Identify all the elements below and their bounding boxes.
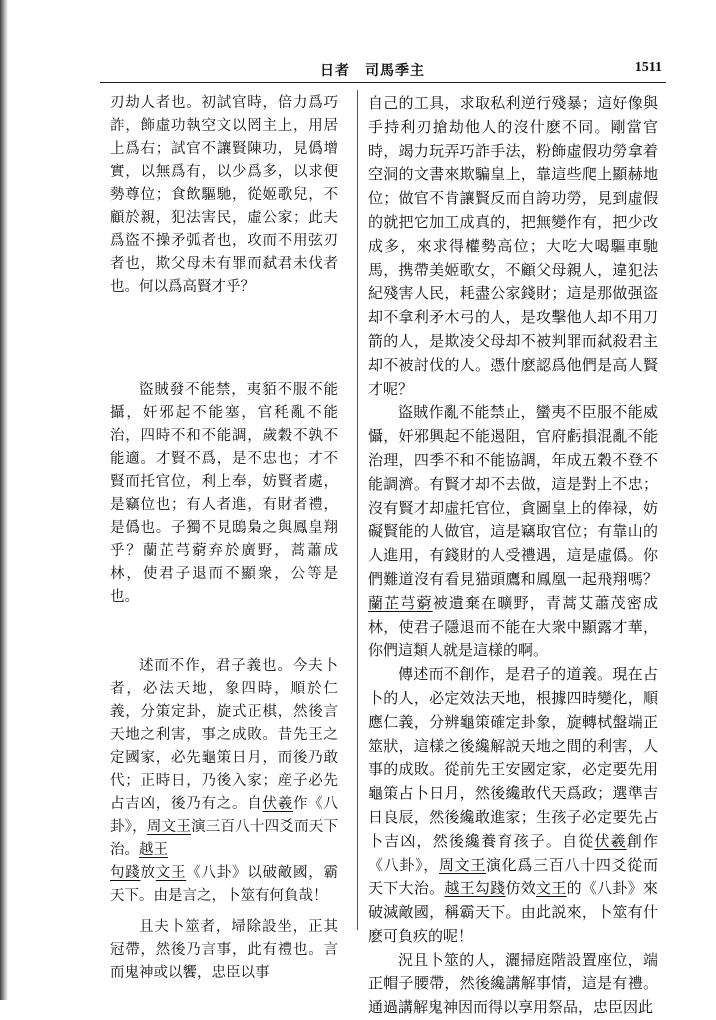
translation-paragraph-2: 盜賊作亂不能禁止，蠻夷不臣服不能威懾，奸邪興起不能遏阻，官府虧損混亂不能治理，四季不和不能協調，年成五穀不登不能調濟。有賢才却不去做，這是對上不忠；沒有賢才却虛托官位，貪圖皇上的俸禄，妨礙賢能的人做官，這是竊取官位；有靠山的人進用，有錢財的人受禮遇，這是虛僞。你們難道沒有看見猫頭鷹和鳳凰一起飛翔嗎？蘭芷芎藭被遺棄在曠野，青蒿艾蕭茂密成林，使君子隱退而不能在大衆中顯露才華，你們這類人就是這樣的啊。 [368, 403, 658, 660]
translation-paragraph-4: 況且卜筮的人，灑掃庭階設置座位，端正帽子腰帶，然後纔講解事情，這是有禮。通過講解鬼神因而得以享用祭品，忠臣因此 [368, 950, 658, 1017]
page-number: 1511 [634, 60, 662, 75]
translation-paragraph-3: 傳述而不創作，是君子的道義。現在占卜的人，必定效法天地，根據四時變化，順應仁義，分辨龜策確定卦象，旋轉栻盤端正筮狀，這樣之後纔解説天地之間的利害，人事的成敗。從前先王安國定家，必定要先用龜策占卜日月，然後纔敢代天爲政；選準吉日良辰，然後纔敢進家；生孩子必定要先占卜吉凶，然後纔養育孩子。自從伏羲創作《八卦》，周文王演化爲三百八十四爻從而天下大治。越王勾踐仿效文王的《八卦》來破滅敵國，稱霸天下。由此説來，卜筮有什麽可負疚的呢！ [368, 665, 658, 945]
herb-names: 蘭芷芎藭 [368, 593, 433, 612]
name-yuewang-translation: 越王 [444, 879, 475, 898]
running-title: 日者 司馬季主 [320, 63, 425, 79]
name-goujian-translation: 勾踐 [474, 879, 506, 898]
classical-paragraph-1: 刃劫人者也。初試官時，倍力爲巧詐，飾虛功執空文以罔主上，用居上爲右；試官不讓賢陳功，見僞增實，以無爲有，以少爲多，以求便勢尊位；食飲驅馳，從姬歌兒，不顧於親，犯法害民，虛公家；此夫爲盜不操矛弧者也，攻而不用弦刃者也，欺父母未有罪而弑君未伐者也。何以爲高賢才乎？ [110, 95, 338, 295]
page-binding-shadow [0, 0, 8, 1000]
header-rule [100, 82, 666, 83]
translation-paragraph-1: 自己的工具，求取私利逆行殘暴；這好像與手持利刃搶劫他人的沒什麽不同。剛當官時，竭力玩弄巧詐手法，粉飾虛假功勞拿着空洞的文書來欺騙皇上，靠這些爬上顯赫地位；做官不肯讓賢反而自誇功勞，見到虛假的就把它加工成真的，把無變作有，把少改成多，來求得權勢高位；大吃大喝驅車馳馬，携帶美姬歌女，不顧父母親人，違犯法紀殘害人民，耗盡公家錢財；這是那做强盗却不拿利矛木弓的人，是攻擊他人却不用刀箭的人，是欺凌父母却不被判罪而弑殺君主却不被討伐的人。憑什麽認爲他們是高人賢才呢？ [368, 94, 658, 398]
name-yuewang: 越王 [139, 842, 168, 858]
classical-paragraph-2: 盜賊發不能禁，夷貊不服不能攝，奸邪起不能塞，官秏亂不能治，四時不和不能調，歲穀不孰不能適。才賢不爲，是不忠也；才不賢而托官位，利上奉，妨賢者處，是竊位也；有人者進，有財者禮，是僞也。子獨不見鴟梟之與鳳皇翔乎？蘭芷芎藭弃於廣野，蒿蕭成林，使君子退而不顯衆，公等是也。 [110, 382, 338, 605]
name-wenwang-translation: 文王 [536, 879, 567, 898]
name-zhou-wenwang: 周文王 [146, 819, 192, 835]
page-header [100, 58, 666, 82]
translation-column [368, 92, 658, 1020]
name-goujian: 句踐 [110, 865, 141, 881]
name-wenwang: 文王 [155, 865, 187, 881]
name-fuxi: 伏羲 [262, 796, 293, 812]
column-divider [357, 90, 358, 930]
name-zhou-wenwang-translation: 周文王 [438, 855, 487, 874]
classical-paragraph-4: 且夫卜筮者，埽除設坐，正其冠帶，然後乃言事，此有禮也。言而鬼神或以饗，忠臣以事 [110, 919, 338, 981]
name-fuxi-translation: 伏羲 [594, 831, 627, 850]
classical-paragraph-3: 述而不作，君子義也。今夫卜者，必法天地，象四時，順於仁義，分策定卦，旋式正棋，然後言天地之利害，事之成敗。昔先王之定國家，必先龜策日月，而後乃敢代；正時日，乃後入家；産子必先占吉凶，後乃有之。自伏羲作《八卦》，周文王演三百八十四爻而天下治。越王 句踐放文王《八卦》以破敵國，霸天下。由是言之，卜筮有何負哉！ [110, 658, 338, 904]
classical-text-column [110, 92, 338, 985]
